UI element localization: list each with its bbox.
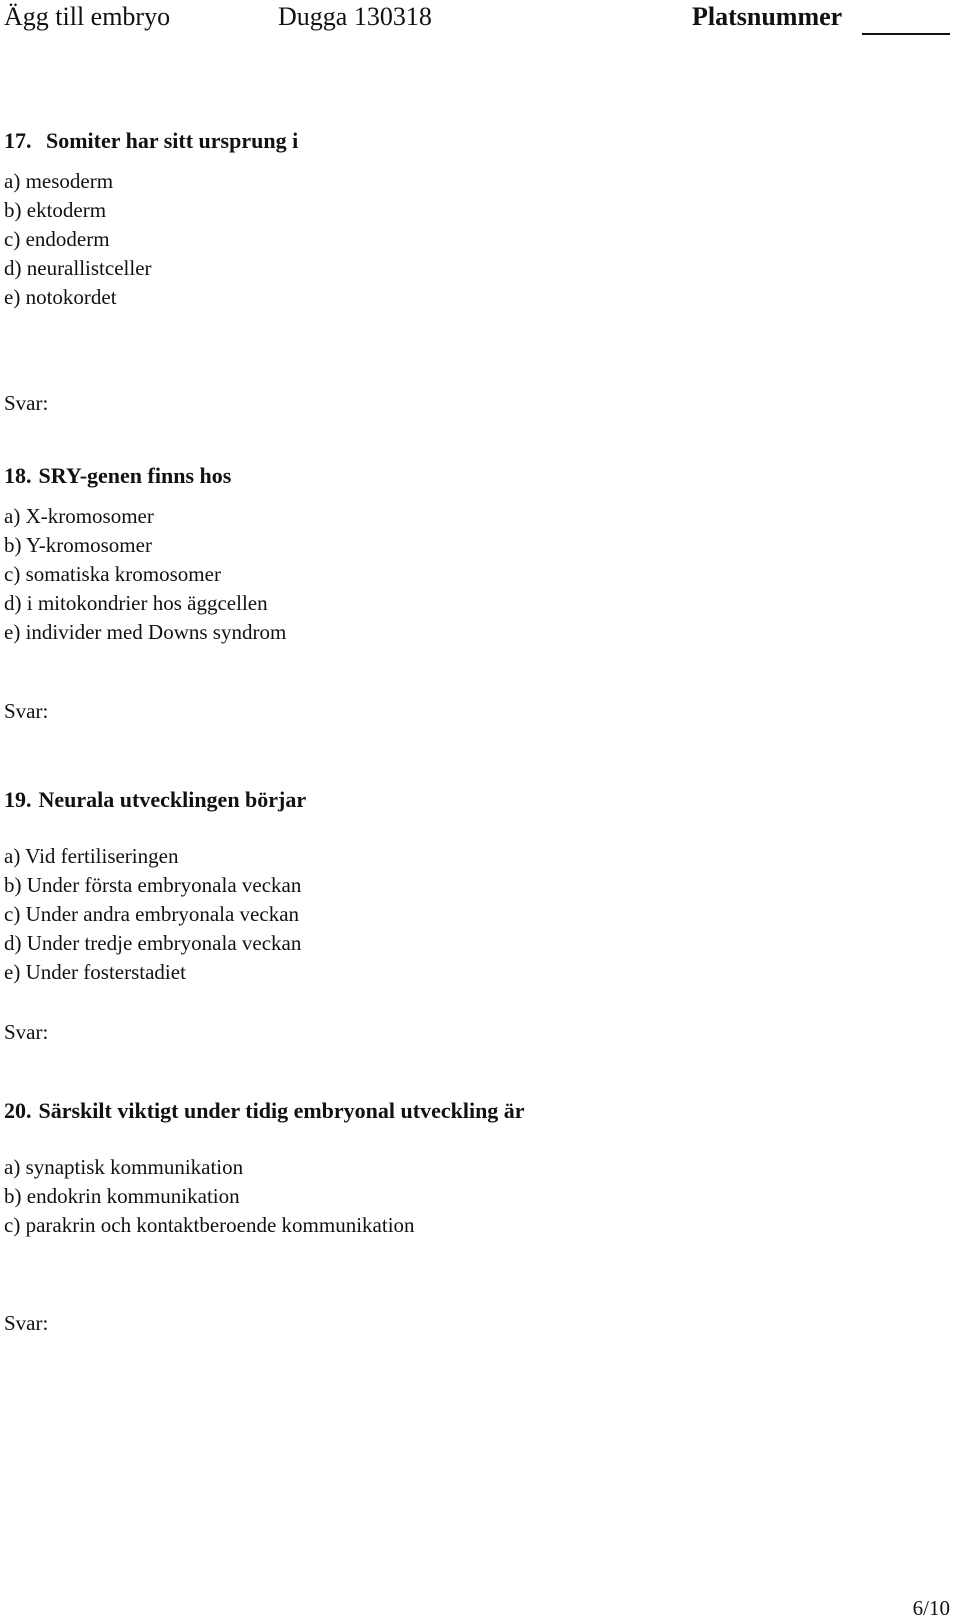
question-text: SRY-genen finns hos [38,463,232,488]
option-list [4,502,960,647]
question-title [4,786,960,814]
option-a: a) mesoderm [4,169,114,193]
option-b: b) Y-kromosomer [4,533,152,557]
option-c: c) endoderm [4,227,110,251]
option-list [4,167,960,312]
question-title [4,1097,960,1125]
question-number: 18. [4,463,32,488]
question-title [4,127,960,155]
option-e: e) individer med Downs syndrom [4,620,287,644]
answer-label-19: Svar: [4,1020,49,1044]
option-b: b) ektoderm [4,198,107,222]
option-d: d) Under tredje embryonala veckan [4,931,302,955]
answer-label-18: Svar: [4,699,49,723]
question-20 [4,1097,960,1240]
question-number: 20. [4,1098,32,1123]
option-a: a) X-kromosomer [4,504,154,528]
question-text: Särskilt viktigt under tidig embryonal utveckling är [38,1098,525,1123]
question-number: 19. [4,787,32,812]
option-a: a) synaptisk kommunikation [4,1155,244,1179]
option-d: d) i mitokondrier hos äggcellen [4,591,268,615]
question-17 [4,127,960,312]
question-18 [4,462,960,647]
question-text: Neurala utvecklingen börjar [38,787,307,812]
option-c: c) somatiska kromosomer [4,562,221,586]
page-number: 6/10 [912,1596,950,1620]
question-19 [4,786,960,987]
option-b: b) Under första embryonala veckan [4,873,302,897]
option-list [4,842,960,987]
option-c: c) parakrin och kontaktberoende kommunikation [4,1213,415,1237]
option-a: a) Vid fertiliseringen [4,844,179,868]
option-e: e) notokordet [4,285,117,309]
answer-label-20: Svar: [4,1311,49,1335]
option-d: d) neurallistceller [4,256,152,280]
option-list [4,1153,960,1240]
option-c: c) Under andra embryonala veckan [4,902,300,926]
exam-title: Dugga 130318 [278,2,432,31]
seat-number-blank[interactable] [862,33,950,35]
seat-number-label: Platsnummer [692,2,843,31]
course-title: Ägg till embryo [4,2,171,31]
option-e: e) Under fosterstadiet [4,960,186,984]
answer-label-17: Svar: [4,391,49,415]
question-number: 17. [4,128,32,153]
question-title [4,462,960,490]
question-text: Somiter har sitt ursprung i [46,128,299,153]
option-b: b) endokrin kommunikation [4,1184,240,1208]
